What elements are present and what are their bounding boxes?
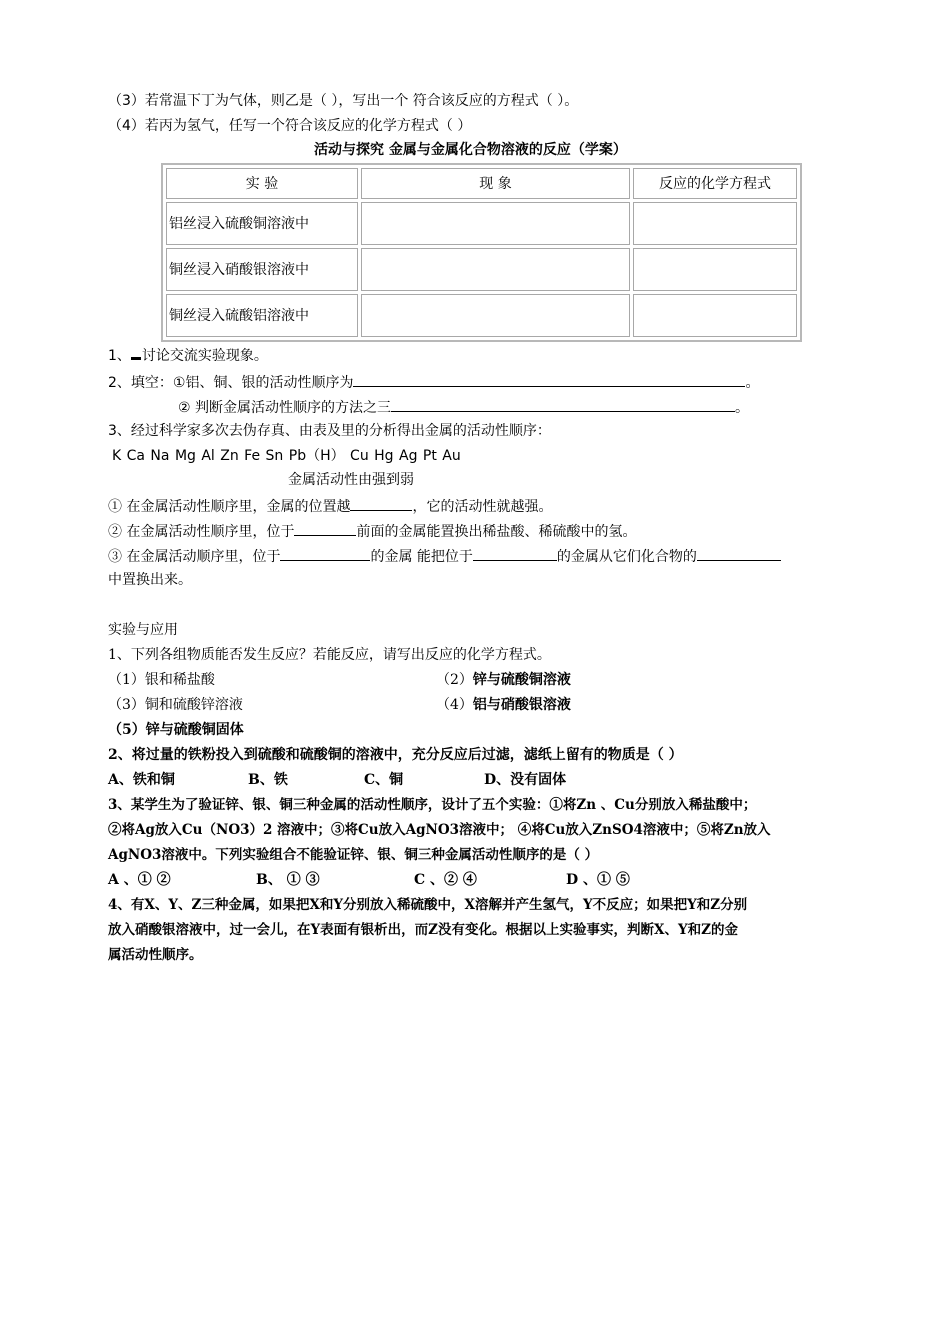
application-q1-4 (436, 695, 571, 715)
metal-activity-series: K Ca Na Mg Al Zn Fe Sn Pb（H） Cu Hg Ag Pt Au (112, 448, 461, 464)
application-q1-5: （5）锌与硫酸铜固体 (108, 722, 244, 738)
rule1-part-b: ，它的活动性就越强。 (412, 499, 553, 515)
q1-2-text: 锌与硫酸铜溶液 (472, 672, 571, 688)
metal-activity-caption: 金属活动性由强到弱 (288, 472, 414, 488)
application-q1-3: （3）铜和硫酸锌溶液 (108, 697, 243, 713)
discussion-item-2 (108, 371, 759, 393)
experiment-table (161, 163, 802, 342)
cell-phenomenon[interactable] (361, 202, 630, 245)
q1-4-text: 铝与硝酸银溶液 (472, 697, 571, 713)
application-q1-2 (436, 670, 571, 690)
cell-phenomenon[interactable] (361, 248, 630, 291)
application-q3-line1: 3、某学生为了验证锌、银、铜三种金属的活动性顺序，设计了五个实验：①将Zn 、Cu分别放入稀盐酸中； (108, 797, 757, 813)
item1-text: 讨论交流实验现象。 (141, 348, 268, 364)
q3-option-c: C 、② ④ (414, 872, 477, 888)
blank-rule2[interactable] (294, 520, 356, 536)
rule-3-continuation: 中置换出来。 (108, 572, 192, 588)
q2-option-a: A、铁和铜 (108, 772, 175, 788)
rule2-part-b: 前面的金属能置换出稀盐酸、稀硫酸中的氢。 (356, 524, 637, 540)
blank-rule3-c[interactable] (697, 545, 781, 561)
rule3-part-a: ③ 在金属活动顺序里，位于 (108, 549, 281, 565)
header-experiment: 实 验 (166, 168, 358, 199)
cell-experiment: 铜丝浸入硝酸银溶液中 (166, 248, 358, 291)
application-q1: 1、下列各组物质能否发生反应？若能反应，请写出反应的化学方程式。 (108, 647, 551, 663)
cell-phenomenon[interactable] (361, 294, 630, 337)
q1-4-prefix: （4） (436, 697, 473, 713)
rule1-part-a: ① 在金属活动性顺序里，金属的位置越 (108, 499, 351, 515)
question-3: （3）若常温下丁为气体，则乙是（ ），写出一个 符合该反应的方程式（ ）。 (108, 93, 579, 109)
rule3-part-c: 的金属从它们化合物的 (556, 549, 697, 565)
item2b-text: ② 判断金属活动性顺序的方法之三 (178, 400, 392, 416)
cell-equation[interactable] (633, 294, 797, 337)
blank-rule3-a[interactable] (280, 545, 370, 561)
dash-icon (131, 353, 141, 360)
item2b-end: 。 (735, 400, 750, 416)
rule-2 (108, 520, 636, 542)
table-header-row (166, 168, 797, 199)
cell-experiment: 铝丝浸入硫酸铜溶液中 (166, 202, 358, 245)
table-row (166, 202, 797, 245)
section-title: 活动与探究 金属与金属化合物溶液的反应（学案） (314, 142, 627, 158)
cell-equation[interactable] (633, 248, 797, 291)
item2-prefix: 2、填空：①铝、铜、银的活动性顺序为 (108, 375, 354, 391)
application-q4-line2: 放入硝酸银溶液中，过一会儿，在Y表面有银析出，而Z没有变化。根据以上实验事实，判断X、Y和Z的金 (108, 922, 738, 938)
discussion-item-3: 3、经过科学家多次去伪存真、由表及里的分析得出金属的活动性顺序： (108, 423, 551, 439)
q3-option-b: B、 ① ③ (256, 872, 320, 888)
discussion-item-2b (178, 396, 749, 418)
application-heading: 实验与应用 (108, 622, 178, 638)
header-equation: 反应的化学方程式 (633, 168, 797, 199)
rule3-part-b: 的金属 能把位于 (370, 549, 473, 565)
table-row (166, 248, 797, 291)
application-q4-line3: 属活动性顺序。 (108, 947, 203, 963)
q2-option-b: B、铁 (248, 772, 288, 788)
item2-end: 。 (745, 375, 760, 391)
q3-option-d: D 、① ⑤ (566, 872, 630, 888)
application-q3-line2: ②将Ag放入Cu（NO3）2 溶液中；③将Cu放入AgNO3溶液中； ④将Cu放入ZnSO4溶液中；⑤将Zn放入 (108, 822, 771, 838)
blank-method[interactable] (391, 396, 735, 412)
item1-prefix: 1、 (108, 348, 131, 364)
cell-experiment: 铜丝浸入硫酸铝溶液中 (166, 294, 358, 337)
q3-option-a: A 、① ② (108, 872, 171, 888)
discussion-item-1 (108, 346, 268, 366)
rule-1 (108, 495, 552, 517)
application-q2: 2、将过量的铁粉投入到硫酸和硫酸铜的溶液中，充分反应后过滤，滤纸上留有的物质是（ ） (108, 747, 683, 763)
application-q1-1: （1）银和稀盐酸 (108, 672, 215, 688)
question-4: （4）若丙为氢气，任写一个符合该反应的化学方程式（ ） (108, 118, 472, 134)
blank-rule1[interactable] (350, 495, 412, 511)
application-q3-line3: AgNO3溶液中。下列实验组合不能验证锌、银、铜三种金属活动性顺序的是（ ） (108, 847, 599, 863)
table-row (166, 294, 797, 337)
blank-rule3-b[interactable] (473, 545, 557, 561)
rule-3 (108, 545, 781, 567)
q2-option-c: C、铜 (364, 772, 404, 788)
q2-option-d: D、没有固体 (484, 772, 567, 788)
blank-activity-order[interactable] (353, 371, 745, 387)
cell-equation[interactable] (633, 202, 797, 245)
q1-2-prefix: （2） (436, 672, 473, 688)
application-q4-line1: 4、有X、Y、Z三种金属，如果把X和Y分别放入稀硫酸中，X溶解并产生氢气，Y不反应；如果把Y和Z分别 (108, 897, 748, 913)
rule2-part-a: ② 在金属活动性顺序里，位于 (108, 524, 295, 540)
header-phenomenon: 现 象 (361, 168, 630, 199)
